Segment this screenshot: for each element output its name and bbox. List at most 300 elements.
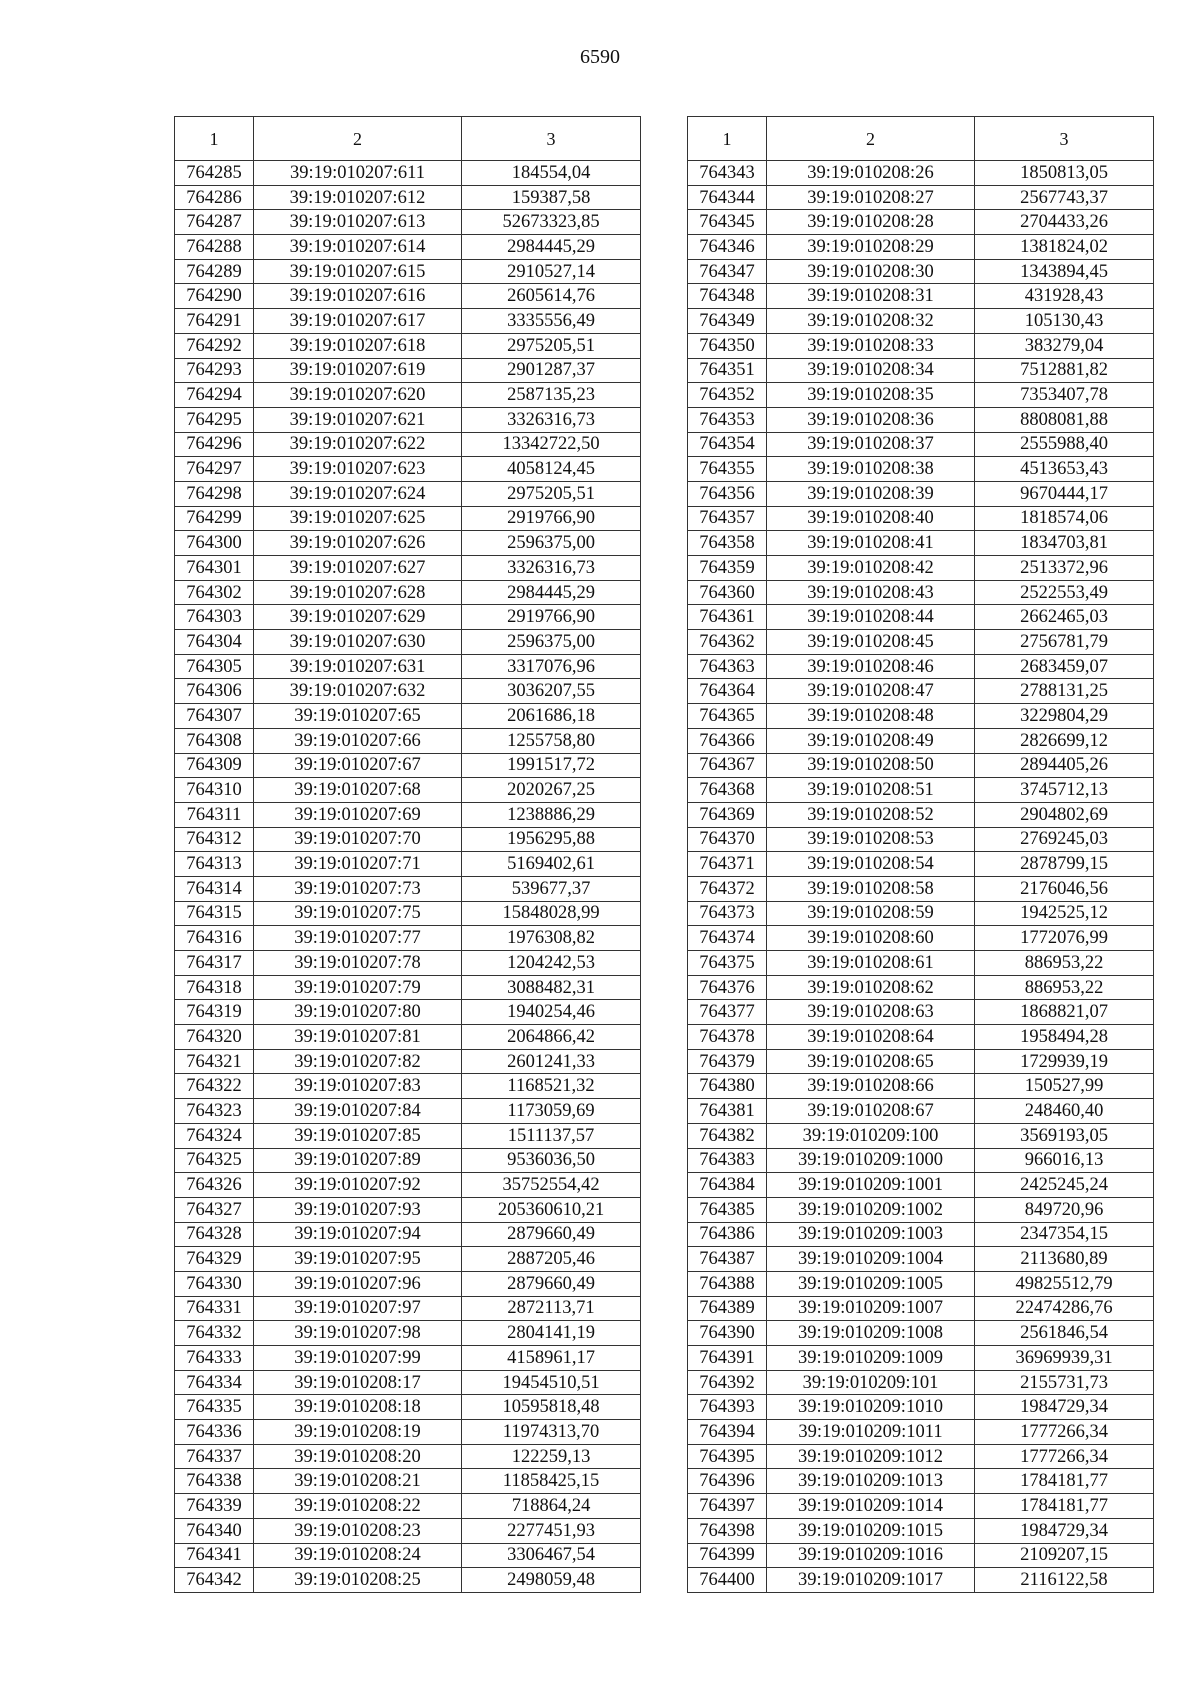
record-number-cell: 764325 [175, 1148, 254, 1173]
value-cell: 9670444,17 [975, 481, 1154, 506]
table-row [175, 1346, 641, 1371]
value-cell: 150527,99 [975, 1074, 1154, 1099]
record-number-cell: 764370 [688, 827, 767, 852]
cadastral-number-cell: 39:19:010208:36 [767, 407, 975, 432]
value-cell: 5169402,61 [462, 852, 641, 877]
cadastral-number-cell: 39:19:010209:1005 [767, 1271, 975, 1296]
cadastral-number-cell: 39:19:010208:61 [767, 951, 975, 976]
record-number-cell: 764295 [175, 407, 254, 432]
value-cell: 1984729,34 [975, 1518, 1154, 1543]
record-number-cell: 764395 [688, 1444, 767, 1469]
record-number-cell: 764294 [175, 383, 254, 408]
cadastral-number-cell: 39:19:010207:614 [254, 235, 462, 260]
table-row [688, 1346, 1154, 1371]
cadastral-number-cell: 39:19:010207:611 [254, 161, 462, 186]
table-row [175, 1395, 641, 1420]
table-row [688, 1469, 1154, 1494]
value-cell: 10595818,48 [462, 1395, 641, 1420]
record-number-cell: 764351 [688, 358, 767, 383]
cadastral-number-cell: 39:19:010209:101 [767, 1370, 975, 1395]
value-cell: 1958494,28 [975, 1025, 1154, 1050]
value-cell: 2555988,40 [975, 432, 1154, 457]
value-cell: 19454510,51 [462, 1370, 641, 1395]
value-cell: 184554,04 [462, 161, 641, 186]
value-cell: 11974313,70 [462, 1420, 641, 1445]
table-row [175, 1173, 641, 1198]
record-number-cell: 764331 [175, 1296, 254, 1321]
record-number-cell: 764303 [175, 605, 254, 630]
table-row [175, 556, 641, 581]
record-number-cell: 764387 [688, 1247, 767, 1272]
record-number-cell: 764344 [688, 185, 767, 210]
cadastral-number-cell: 39:19:010207:612 [254, 185, 462, 210]
value-cell: 1850813,05 [975, 161, 1154, 186]
cadastral-number-cell: 39:19:010208:28 [767, 210, 975, 235]
cadastral-number-cell: 39:19:010208:51 [767, 778, 975, 803]
table-row [688, 802, 1154, 827]
value-cell: 2425245,24 [975, 1173, 1154, 1198]
table-row [688, 161, 1154, 186]
value-cell: 122259,13 [462, 1444, 641, 1469]
value-cell: 3036207,55 [462, 679, 641, 704]
value-cell: 3326316,73 [462, 556, 641, 581]
table-row [175, 580, 641, 605]
value-cell: 1343894,45 [975, 259, 1154, 284]
record-number-cell: 764397 [688, 1494, 767, 1519]
record-number-cell: 764343 [688, 161, 767, 186]
value-cell: 49825512,79 [975, 1271, 1154, 1296]
value-cell: 2064866,42 [462, 1025, 641, 1050]
cadastral-number-cell: 39:19:010208:52 [767, 802, 975, 827]
value-cell: 205360610,21 [462, 1197, 641, 1222]
value-cell: 2804141,19 [462, 1321, 641, 1346]
cadastral-number-cell: 39:19:010208:54 [767, 852, 975, 877]
record-number-cell: 764312 [175, 827, 254, 852]
value-cell: 2872113,71 [462, 1296, 641, 1321]
cadastral-number-cell: 39:19:010207:97 [254, 1296, 462, 1321]
record-number-cell: 764287 [175, 210, 254, 235]
record-number-cell: 764327 [175, 1197, 254, 1222]
record-number-cell: 764313 [175, 852, 254, 877]
value-cell: 2277451,93 [462, 1518, 641, 1543]
value-cell: 1381824,02 [975, 235, 1154, 260]
column-header: 1 [175, 117, 254, 161]
record-number-cell: 764320 [175, 1025, 254, 1050]
table-row [175, 1148, 641, 1173]
cadastral-number-cell: 39:19:010208:34 [767, 358, 975, 383]
record-number-cell: 764384 [688, 1173, 767, 1198]
record-number-cell: 764333 [175, 1346, 254, 1371]
cadastral-number-cell: 39:19:010207:620 [254, 383, 462, 408]
value-cell: 3306467,54 [462, 1543, 641, 1568]
value-cell: 2116122,58 [975, 1568, 1154, 1593]
cadastral-number-cell: 39:19:010208:53 [767, 827, 975, 852]
record-number-cell: 764338 [175, 1469, 254, 1494]
value-cell: 2894405,26 [975, 753, 1154, 778]
table-row [688, 1518, 1154, 1543]
table-row [175, 630, 641, 655]
record-number-cell: 764299 [175, 506, 254, 531]
table-row [688, 531, 1154, 556]
table-row [688, 506, 1154, 531]
table-row [688, 210, 1154, 235]
column-header: 1 [688, 117, 767, 161]
cadastral-number-cell: 39:19:010209:1000 [767, 1148, 975, 1173]
table-row [175, 728, 641, 753]
table-row [688, 407, 1154, 432]
cadastral-number-cell: 39:19:010208:23 [254, 1518, 462, 1543]
value-cell: 1940254,46 [462, 1000, 641, 1025]
record-number-cell: 764391 [688, 1346, 767, 1371]
column-header: 2 [767, 117, 975, 161]
value-cell: 52673323,85 [462, 210, 641, 235]
table-row [175, 185, 641, 210]
record-number-cell: 764330 [175, 1271, 254, 1296]
table-row [175, 383, 641, 408]
record-number-cell: 764361 [688, 605, 767, 630]
value-cell: 2769245,03 [975, 827, 1154, 852]
record-number-cell: 764382 [688, 1123, 767, 1148]
right-register-table [687, 116, 1154, 1593]
value-cell: 1168521,32 [462, 1074, 641, 1099]
cadastral-number-cell: 39:19:010207:89 [254, 1148, 462, 1173]
cadastral-number-cell: 39:19:010209:1003 [767, 1222, 975, 1247]
table-row [175, 1444, 641, 1469]
column-header: 3 [462, 117, 641, 161]
cadastral-number-cell: 39:19:010208:59 [767, 901, 975, 926]
record-number-cell: 764322 [175, 1074, 254, 1099]
value-cell: 3317076,96 [462, 654, 641, 679]
value-cell: 2984445,29 [462, 235, 641, 260]
record-number-cell: 764340 [175, 1518, 254, 1543]
table-row [175, 802, 641, 827]
record-number-cell: 764345 [688, 210, 767, 235]
table-row [175, 1123, 641, 1148]
value-cell: 2904802,69 [975, 802, 1154, 827]
record-number-cell: 764297 [175, 457, 254, 482]
record-number-cell: 764298 [175, 481, 254, 506]
record-number-cell: 764373 [688, 901, 767, 926]
cadastral-number-cell: 39:19:010208:48 [767, 704, 975, 729]
table-row [688, 235, 1154, 260]
table-row [175, 1370, 641, 1395]
table-row [688, 1123, 1154, 1148]
value-cell: 3335556,49 [462, 309, 641, 334]
cadastral-number-cell: 39:19:010209:1013 [767, 1469, 975, 1494]
table-row [688, 1568, 1154, 1593]
table-row [175, 1197, 641, 1222]
record-number-cell: 764385 [688, 1197, 767, 1222]
record-number-cell: 764362 [688, 630, 767, 655]
table-row [175, 876, 641, 901]
cadastral-number-cell: 39:19:010208:47 [767, 679, 975, 704]
value-cell: 3326316,73 [462, 407, 641, 432]
record-number-cell: 764319 [175, 1000, 254, 1025]
value-cell: 2919766,90 [462, 506, 641, 531]
record-number-cell: 764334 [175, 1370, 254, 1395]
cadastral-number-cell: 39:19:010207:95 [254, 1247, 462, 1272]
cadastral-number-cell: 39:19:010208:66 [767, 1074, 975, 1099]
table-row [175, 1321, 641, 1346]
table-row [688, 753, 1154, 778]
value-cell: 248460,40 [975, 1099, 1154, 1124]
value-cell: 2919766,90 [462, 605, 641, 630]
table-row [688, 975, 1154, 1000]
table-row [175, 753, 641, 778]
table-row [175, 1074, 641, 1099]
cadastral-number-cell: 39:19:010208:41 [767, 531, 975, 556]
value-cell: 1777266,34 [975, 1444, 1154, 1469]
record-number-cell: 764326 [175, 1173, 254, 1198]
cadastral-number-cell: 39:19:010208:21 [254, 1469, 462, 1494]
cadastral-number-cell: 39:19:010208:60 [767, 926, 975, 951]
table-row [688, 679, 1154, 704]
value-cell: 1784181,77 [975, 1494, 1154, 1519]
record-number-cell: 764316 [175, 926, 254, 951]
cadastral-number-cell: 39:19:010208:44 [767, 605, 975, 630]
record-number-cell: 764366 [688, 728, 767, 753]
record-number-cell: 764291 [175, 309, 254, 334]
cadastral-number-cell: 39:19:010207:98 [254, 1321, 462, 1346]
value-cell: 966016,13 [975, 1148, 1154, 1173]
cadastral-number-cell: 39:19:010208:67 [767, 1099, 975, 1124]
record-number-cell: 764318 [175, 975, 254, 1000]
table-row [175, 778, 641, 803]
value-cell: 2601241,33 [462, 1049, 641, 1074]
record-number-cell: 764396 [688, 1469, 767, 1494]
value-cell: 2879660,49 [462, 1271, 641, 1296]
value-cell: 2887205,46 [462, 1247, 641, 1272]
record-number-cell: 764341 [175, 1543, 254, 1568]
table-row [175, 1518, 641, 1543]
cadastral-number-cell: 39:19:010208:62 [767, 975, 975, 1000]
table-row [175, 210, 641, 235]
record-number-cell: 764307 [175, 704, 254, 729]
table-row [688, 778, 1154, 803]
cadastral-number-cell: 39:19:010208:46 [767, 654, 975, 679]
value-cell: 1173059,69 [462, 1099, 641, 1124]
table-row [175, 309, 641, 334]
table-row [175, 975, 641, 1000]
cadastral-number-cell: 39:19:010208:33 [767, 333, 975, 358]
table-row [688, 605, 1154, 630]
cadastral-number-cell: 39:19:010208:35 [767, 383, 975, 408]
value-cell: 2522553,49 [975, 580, 1154, 605]
cadastral-number-cell: 39:19:010207:69 [254, 802, 462, 827]
cadastral-number-cell: 39:19:010207:79 [254, 975, 462, 1000]
cadastral-number-cell: 39:19:010208:58 [767, 876, 975, 901]
record-number-cell: 764308 [175, 728, 254, 753]
record-number-cell: 764336 [175, 1420, 254, 1445]
table-row [175, 1099, 641, 1124]
table-row [175, 1025, 641, 1050]
cadastral-number-cell: 39:19:010209:1008 [767, 1321, 975, 1346]
value-cell: 4158961,17 [462, 1346, 641, 1371]
table-row [688, 185, 1154, 210]
record-number-cell: 764305 [175, 654, 254, 679]
value-cell: 1991517,72 [462, 753, 641, 778]
table-row [688, 1025, 1154, 1050]
value-cell: 1942525,12 [975, 901, 1154, 926]
record-number-cell: 764321 [175, 1049, 254, 1074]
record-number-cell: 764371 [688, 852, 767, 877]
value-cell: 1784181,77 [975, 1469, 1154, 1494]
table-row [175, 1568, 641, 1593]
record-number-cell: 764356 [688, 481, 767, 506]
page-number: 6590 [580, 46, 620, 68]
cadastral-number-cell: 39:19:010209:1012 [767, 1444, 975, 1469]
record-number-cell: 764353 [688, 407, 767, 432]
value-cell: 1772076,99 [975, 926, 1154, 951]
table-row [688, 1247, 1154, 1272]
table-row [688, 580, 1154, 605]
record-number-cell: 764346 [688, 235, 767, 260]
value-cell: 1868821,07 [975, 1000, 1154, 1025]
table-row [175, 605, 641, 630]
cadastral-number-cell: 39:19:010208:63 [767, 1000, 975, 1025]
value-cell: 2683459,07 [975, 654, 1154, 679]
value-cell: 105130,43 [975, 309, 1154, 334]
cadastral-number-cell: 39:19:010207:96 [254, 1271, 462, 1296]
table-row [688, 876, 1154, 901]
record-number-cell: 764364 [688, 679, 767, 704]
value-cell: 2879660,49 [462, 1222, 641, 1247]
record-number-cell: 764302 [175, 580, 254, 605]
cadastral-number-cell: 39:19:010207:94 [254, 1222, 462, 1247]
cadastral-number-cell: 39:19:010207:77 [254, 926, 462, 951]
cadastral-number-cell: 39:19:010208:25 [254, 1568, 462, 1593]
cadastral-number-cell: 39:19:010209:1010 [767, 1395, 975, 1420]
record-number-cell: 764329 [175, 1247, 254, 1272]
table-row [175, 1222, 641, 1247]
value-cell: 2347354,15 [975, 1222, 1154, 1247]
value-cell: 383279,04 [975, 333, 1154, 358]
table-row [175, 1000, 641, 1025]
cadastral-number-cell: 39:19:010207:81 [254, 1025, 462, 1050]
value-cell: 1511137,57 [462, 1123, 641, 1148]
cadastral-number-cell: 39:19:010209:1015 [767, 1518, 975, 1543]
record-number-cell: 764392 [688, 1370, 767, 1395]
value-cell: 7353407,78 [975, 383, 1154, 408]
cadastral-number-cell: 39:19:010208:18 [254, 1395, 462, 1420]
cadastral-number-cell: 39:19:010208:20 [254, 1444, 462, 1469]
record-number-cell: 764400 [688, 1568, 767, 1593]
cadastral-number-cell: 39:19:010209:1009 [767, 1346, 975, 1371]
cadastral-number-cell: 39:19:010209:1004 [767, 1247, 975, 1272]
table-row [688, 1049, 1154, 1074]
record-number-cell: 764372 [688, 876, 767, 901]
record-number-cell: 764375 [688, 951, 767, 976]
table-row [175, 679, 641, 704]
value-cell: 2878799,15 [975, 852, 1154, 877]
table-row [688, 654, 1154, 679]
cadastral-number-cell: 39:19:010209:1007 [767, 1296, 975, 1321]
table-row [688, 630, 1154, 655]
record-number-cell: 764355 [688, 457, 767, 482]
cadastral-number-cell: 39:19:010207:75 [254, 901, 462, 926]
cadastral-number-cell: 39:19:010207:85 [254, 1123, 462, 1148]
value-cell: 2176046,56 [975, 876, 1154, 901]
value-cell: 2587135,23 [462, 383, 641, 408]
record-number-cell: 764359 [688, 556, 767, 581]
table-row [175, 901, 641, 926]
table-row [175, 1271, 641, 1296]
table-row [175, 827, 641, 852]
table-row [688, 704, 1154, 729]
record-number-cell: 764328 [175, 1222, 254, 1247]
table-header-row [175, 117, 641, 161]
record-number-cell: 764389 [688, 1296, 767, 1321]
cadastral-number-cell: 39:19:010208:24 [254, 1543, 462, 1568]
cadastral-number-cell: 39:19:010209:1011 [767, 1420, 975, 1445]
record-number-cell: 764342 [175, 1568, 254, 1593]
record-number-cell: 764358 [688, 531, 767, 556]
table-row [688, 1000, 1154, 1025]
table-row [688, 481, 1154, 506]
column-header: 2 [254, 117, 462, 161]
record-number-cell: 764348 [688, 284, 767, 309]
cadastral-number-cell: 39:19:010208:38 [767, 457, 975, 482]
cadastral-number-cell: 39:19:010208:37 [767, 432, 975, 457]
table-row [175, 1296, 641, 1321]
value-cell: 2109207,15 [975, 1543, 1154, 1568]
value-cell: 15848028,99 [462, 901, 641, 926]
record-number-cell: 764285 [175, 161, 254, 186]
record-number-cell: 764347 [688, 259, 767, 284]
record-number-cell: 764306 [175, 679, 254, 704]
record-number-cell: 764365 [688, 704, 767, 729]
cadastral-number-cell: 39:19:010208:26 [767, 161, 975, 186]
table-row [688, 951, 1154, 976]
value-cell: 1729939,19 [975, 1049, 1154, 1074]
record-number-cell: 764376 [688, 975, 767, 1000]
table-row [688, 1148, 1154, 1173]
value-cell: 2826699,12 [975, 728, 1154, 753]
table-row [175, 1420, 641, 1445]
value-cell: 3745712,13 [975, 778, 1154, 803]
cadastral-number-cell: 39:19:010208:40 [767, 506, 975, 531]
value-cell: 2113680,89 [975, 1247, 1154, 1272]
record-number-cell: 764324 [175, 1123, 254, 1148]
cadastral-number-cell: 39:19:010208:49 [767, 728, 975, 753]
cadastral-number-cell: 39:19:010207:631 [254, 654, 462, 679]
table-row [175, 333, 641, 358]
table-row [175, 259, 641, 284]
record-number-cell: 764377 [688, 1000, 767, 1025]
value-cell: 718864,24 [462, 1494, 641, 1519]
cadastral-number-cell: 39:19:010207:618 [254, 333, 462, 358]
table-row [175, 531, 641, 556]
cadastral-number-cell: 39:19:010208:30 [767, 259, 975, 284]
cadastral-number-cell: 39:19:010207:65 [254, 704, 462, 729]
table-row [175, 1494, 641, 1519]
record-number-cell: 764335 [175, 1395, 254, 1420]
table-row [175, 704, 641, 729]
record-number-cell: 764357 [688, 506, 767, 531]
value-cell: 886953,22 [975, 951, 1154, 976]
cadastral-number-cell: 39:19:010209:1014 [767, 1494, 975, 1519]
value-cell: 2756781,79 [975, 630, 1154, 655]
table-row [688, 1494, 1154, 1519]
value-cell: 2901287,37 [462, 358, 641, 383]
cadastral-number-cell: 39:19:010207:628 [254, 580, 462, 605]
value-cell: 2975205,51 [462, 481, 641, 506]
record-number-cell: 764317 [175, 951, 254, 976]
record-number-cell: 764290 [175, 284, 254, 309]
value-cell: 1777266,34 [975, 1420, 1154, 1445]
cadastral-number-cell: 39:19:010208:65 [767, 1049, 975, 1074]
record-number-cell: 764354 [688, 432, 767, 457]
